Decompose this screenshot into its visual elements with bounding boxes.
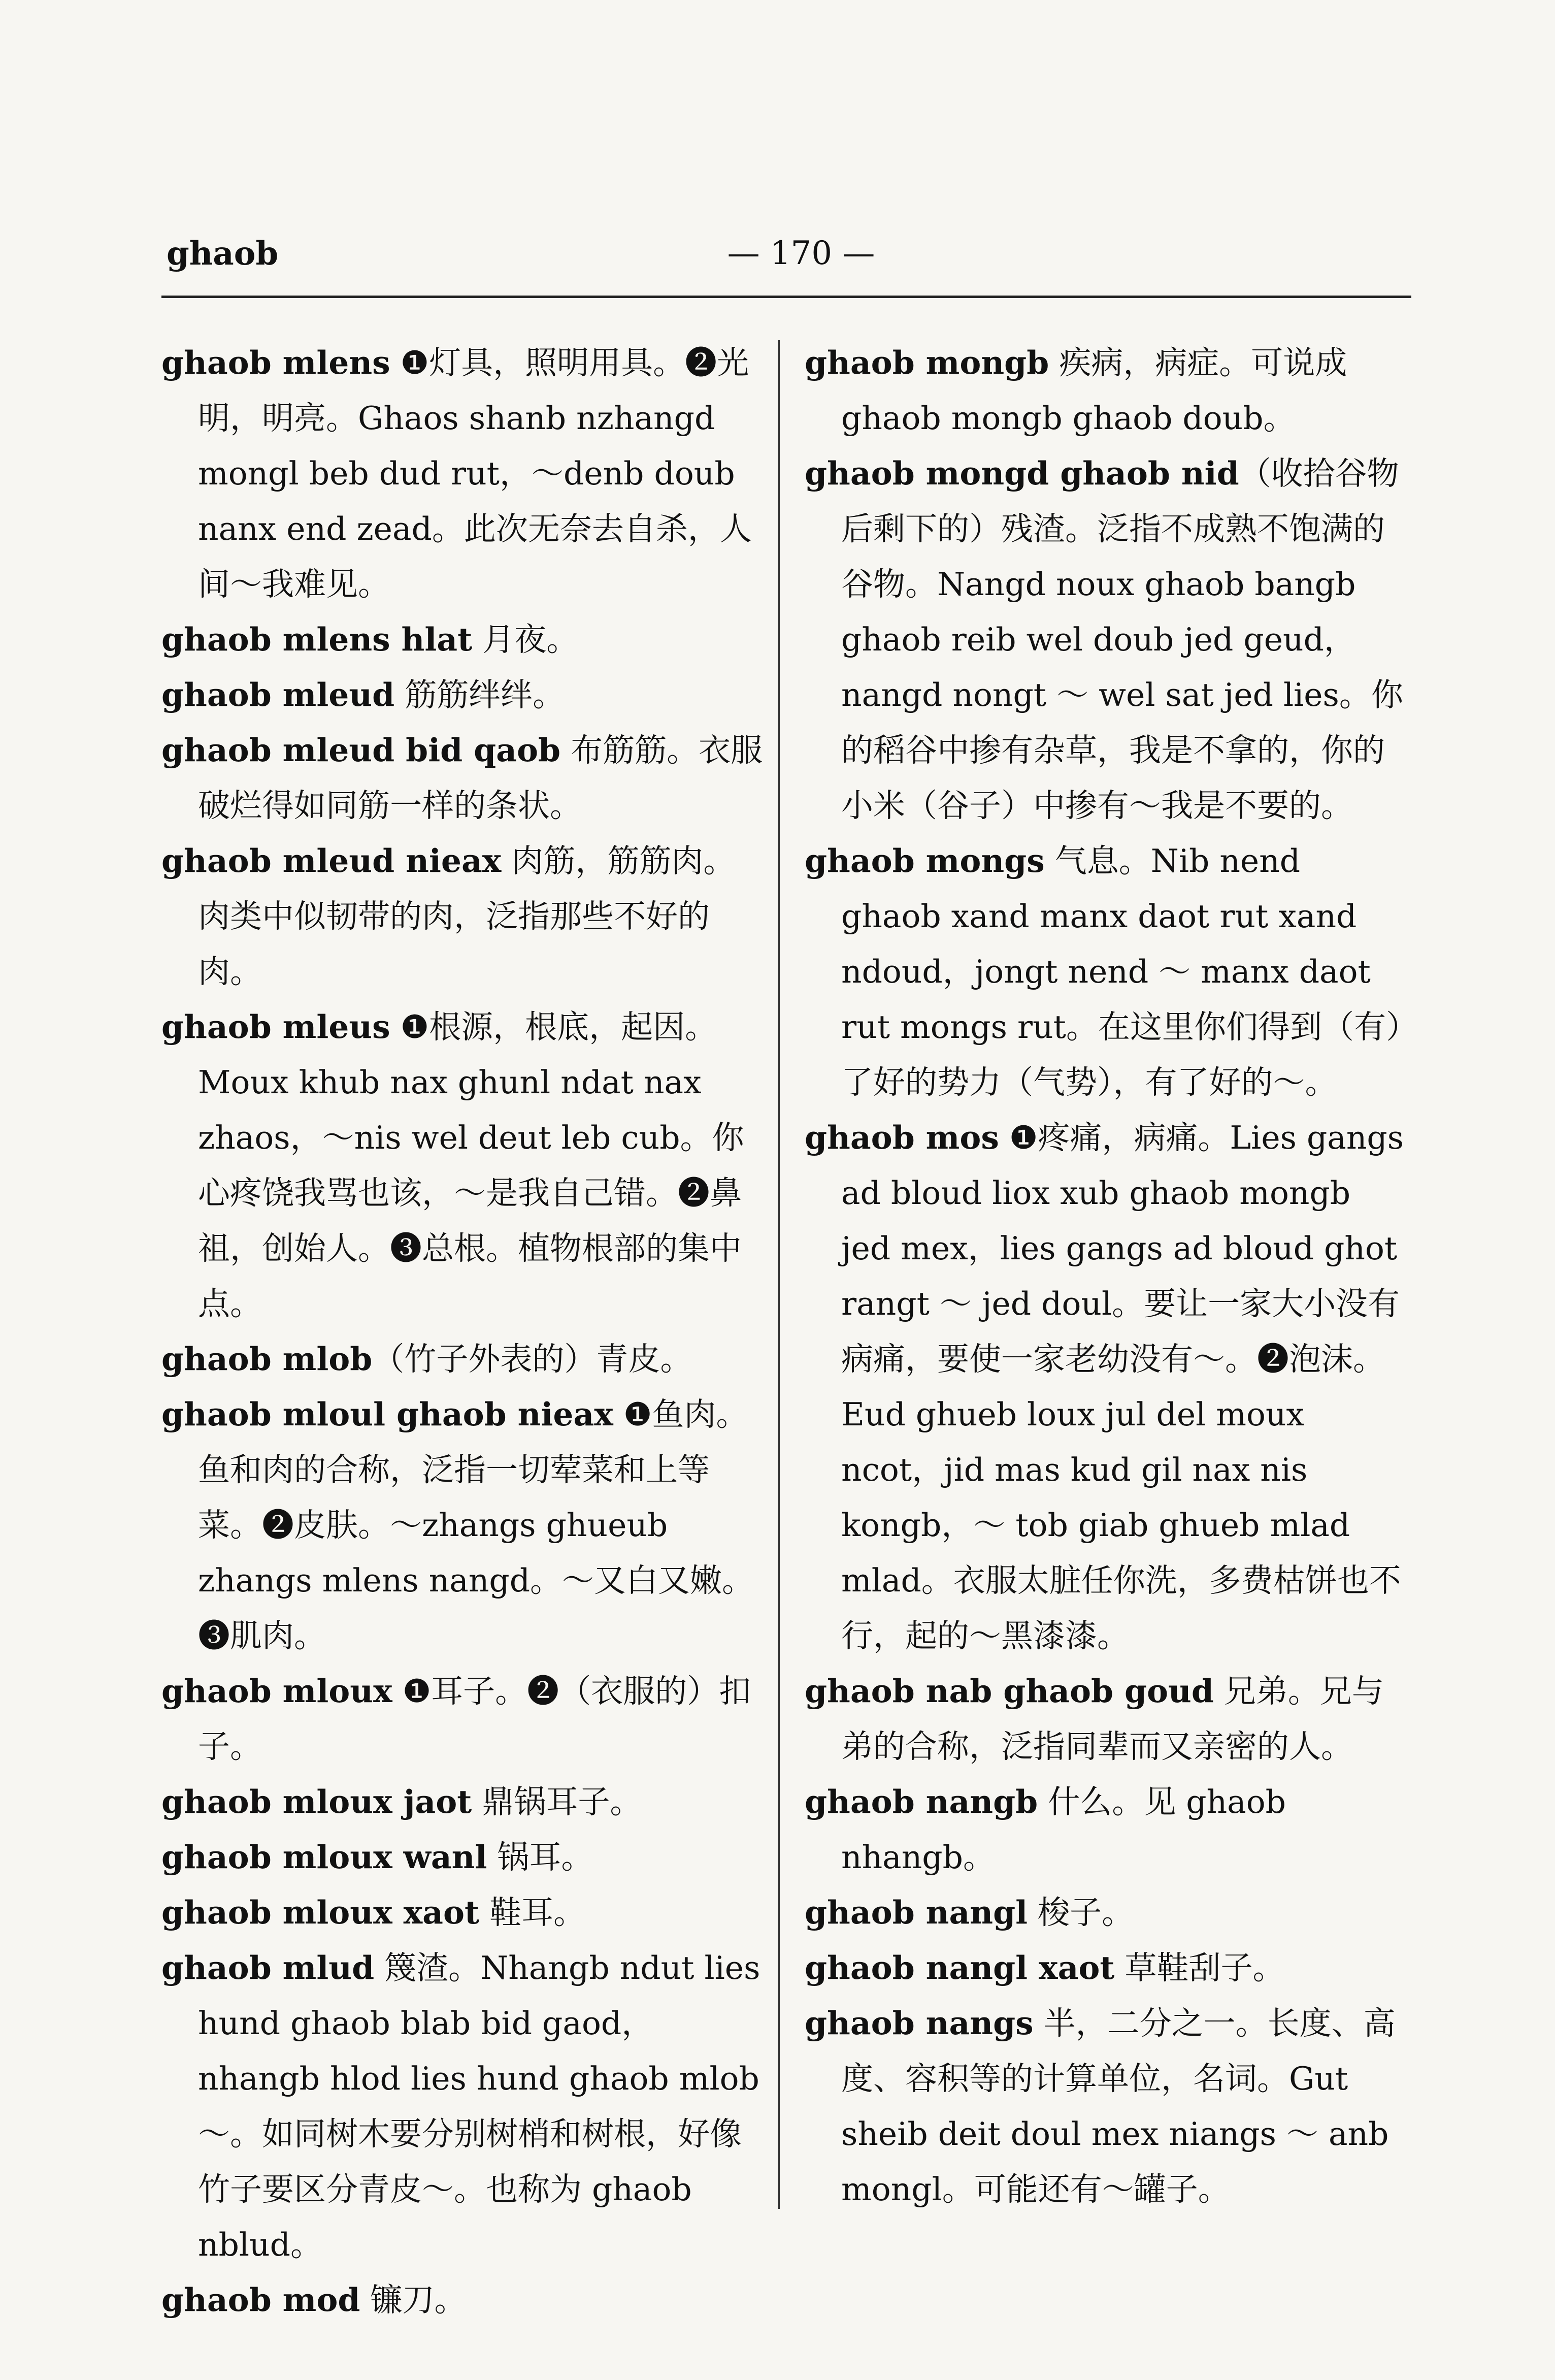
headword: ghaob mleud xyxy=(161,676,395,713)
definition: 筋筋绊绊。 xyxy=(394,676,565,713)
dictionary-entry xyxy=(805,1885,1409,1940)
definition: ❶疼痛，病痛。Lies gangs ad bloud liox xub ghaob mongb jed mex，lies gangs ad bloud ghot rangt ～ jed doul。要让一家大小没有病痛，要使一家老幼没有～。❷泡沫。Eud ghueb loux jul del moux ncot，jid mas kud gil nax nis kongb，～ tob giab ghueb mlad mlad。衣服太脏任你洗，多费枯饼也不行，起的～黑漆漆。 xyxy=(841,1119,1404,1654)
headword: ghaob mod xyxy=(161,2281,360,2319)
headword: ghaob nab ghaob goud xyxy=(805,1672,1214,1710)
dictionary-entry xyxy=(161,1387,766,1664)
definition: 草鞋刮子。 xyxy=(1114,1949,1285,1986)
headword: ghaob nangs xyxy=(805,2004,1034,2042)
dictionary-entry xyxy=(805,1940,1409,1996)
definition: 布筋筋。衣服破烂得如同筋一样的条状。 xyxy=(198,732,763,824)
headword: ghaob mloux xyxy=(161,1672,392,1710)
running-head: ghaob xyxy=(167,235,279,273)
left-column xyxy=(161,335,766,2328)
dictionary-entry xyxy=(161,1830,766,1885)
headword: ghaob mlens hlat xyxy=(161,621,473,658)
dictionary-entry xyxy=(161,335,766,612)
headword: ghaob mos xyxy=(805,1119,999,1156)
headword: ghaob mlob xyxy=(161,1340,373,1378)
definition: 什么。见 ghaob nhangb。 xyxy=(841,1783,1286,1876)
definition: （收拾谷物后剩下的）残渣。泛指不成熟不饱满的谷物。Nangd noux ghaob bangb ghaob reib wel doub jed geud，nangd nongt ～ wel sat jed lies。你的稻谷中掺有杂草，我是不拿的，你的小米（谷子）中掺有～我是不要的。 xyxy=(841,455,1403,824)
definition: 鞋耳。 xyxy=(479,1894,586,1931)
page-number: — 170 — xyxy=(727,235,875,272)
headword: ghaob mloux jaot xyxy=(161,1783,472,1820)
definition: 肉筋，筋筋肉。肉类中似韧带的肉，泛指那些不好的肉。 xyxy=(198,842,736,990)
definition: 气息。Nib nend ghaob xand manx daot rut xand ndoud，jongt nend ～ manx daot rut mongs rut。在这里你们得到（有）了好的势力（气势），有了好的～。 xyxy=(841,842,1402,1101)
dictionary-entry xyxy=(161,833,766,999)
dictionary-entry xyxy=(161,999,766,1331)
dictionary-entry xyxy=(805,1774,1409,1885)
dictionary-entry xyxy=(161,612,766,667)
definition: 锅耳。 xyxy=(487,1839,593,1876)
headword: ghaob mleud bid qaob xyxy=(161,731,561,769)
dictionary-entry xyxy=(805,446,1409,833)
definition: 月夜。 xyxy=(472,621,579,658)
dictionary-entry xyxy=(161,2272,766,2328)
dictionary-entry xyxy=(161,723,766,833)
headword: ghaob mongs xyxy=(805,842,1045,879)
dictionary-entry xyxy=(161,1940,766,2272)
headword: ghaob nangl xyxy=(805,1894,1028,1931)
definition: ❶灯具，照明用具。❷光明，明亮。Ghaos shanb nzhangd mongl beb dud rut，～denb doub nanx end zead。此次无奈去自杀，人间～我难见。 xyxy=(198,344,752,603)
page-header xyxy=(161,229,1410,289)
dictionary-entry xyxy=(161,1664,766,1774)
headword: ghaob mlens xyxy=(161,344,390,381)
dictionary-entry xyxy=(161,1774,766,1830)
dictionary-entry xyxy=(805,1996,1409,2217)
dictionary-entry xyxy=(161,1885,766,1940)
headword: ghaob mongb xyxy=(805,344,1049,381)
headword: ghaob nangl xaot xyxy=(805,1949,1115,1986)
headword: ghaob mleud nieax xyxy=(161,842,502,879)
definition: 梭子。 xyxy=(1028,1894,1134,1931)
dictionary-entry xyxy=(805,1110,1409,1664)
dictionary-entry xyxy=(805,833,1409,1110)
dictionary-entry xyxy=(805,335,1409,446)
headword: ghaob mloux xaot xyxy=(161,1894,480,1931)
dictionary-entry xyxy=(161,1331,766,1387)
definition: ❶耳子。❷（衣服的）扣子。 xyxy=(198,1673,751,1765)
headword: ghaob mleus xyxy=(161,1008,390,1046)
headword: ghaob nangb xyxy=(805,1783,1038,1820)
definition: 鼎锅耳子。 xyxy=(472,1783,642,1820)
definition: 兄弟。兄与弟的合称，泛指同辈而又亲密的人。 xyxy=(841,1673,1384,1765)
dictionary-entry xyxy=(805,1664,1409,1774)
definition: ❶鱼肉。鱼和肉的合称，泛指一切荤菜和上等菜。❷皮肤。～zhangs ghueub zhangs mlens nangd。～又白又嫩。❸肌肉。 xyxy=(198,1396,754,1654)
definition: 篾渣。Nhangb ndut lies hund ghaob blab bid gaod，nhangb hlod lies hund ghaob mlob ～。如同树木要分别树梢和树根，好像竹子要区分青皮～。也称为 ghaob nblud。 xyxy=(198,1949,760,2263)
definition: ❶根源，根底，起因。Moux khub nax ghunl ndat nax zhaos，～nis wel deut leb cub。你心疼饶我骂也该，～是我自己错。❷鼻祖，创始人。❸总根。植物根部的集中点。 xyxy=(198,1008,744,1322)
definition: （竹子外表的）青皮。 xyxy=(372,1341,692,1378)
header-rule xyxy=(161,296,1411,298)
definition: 半，二分之一。长度、高度、容积等的计算单位，名词。Gut sheib deit doul mex niangs ～ anb mongl。可能还有～罐子。 xyxy=(841,2005,1396,2208)
dictionary-entry xyxy=(161,667,766,723)
definition: 镰刀。 xyxy=(360,2281,467,2319)
headword: ghaob mlud xyxy=(161,1949,375,1986)
right-column xyxy=(805,335,1409,2217)
definition: 疾病，病症。可说成 ghaob mongb ghaob doub。 xyxy=(841,344,1347,437)
headword: ghaob mloul ghaob nieax xyxy=(161,1395,613,1433)
headword: ghaob mloux wanl xyxy=(161,1838,487,1876)
headword: ghaob mongd ghaob nid xyxy=(805,454,1239,492)
column-divider xyxy=(778,340,780,2209)
